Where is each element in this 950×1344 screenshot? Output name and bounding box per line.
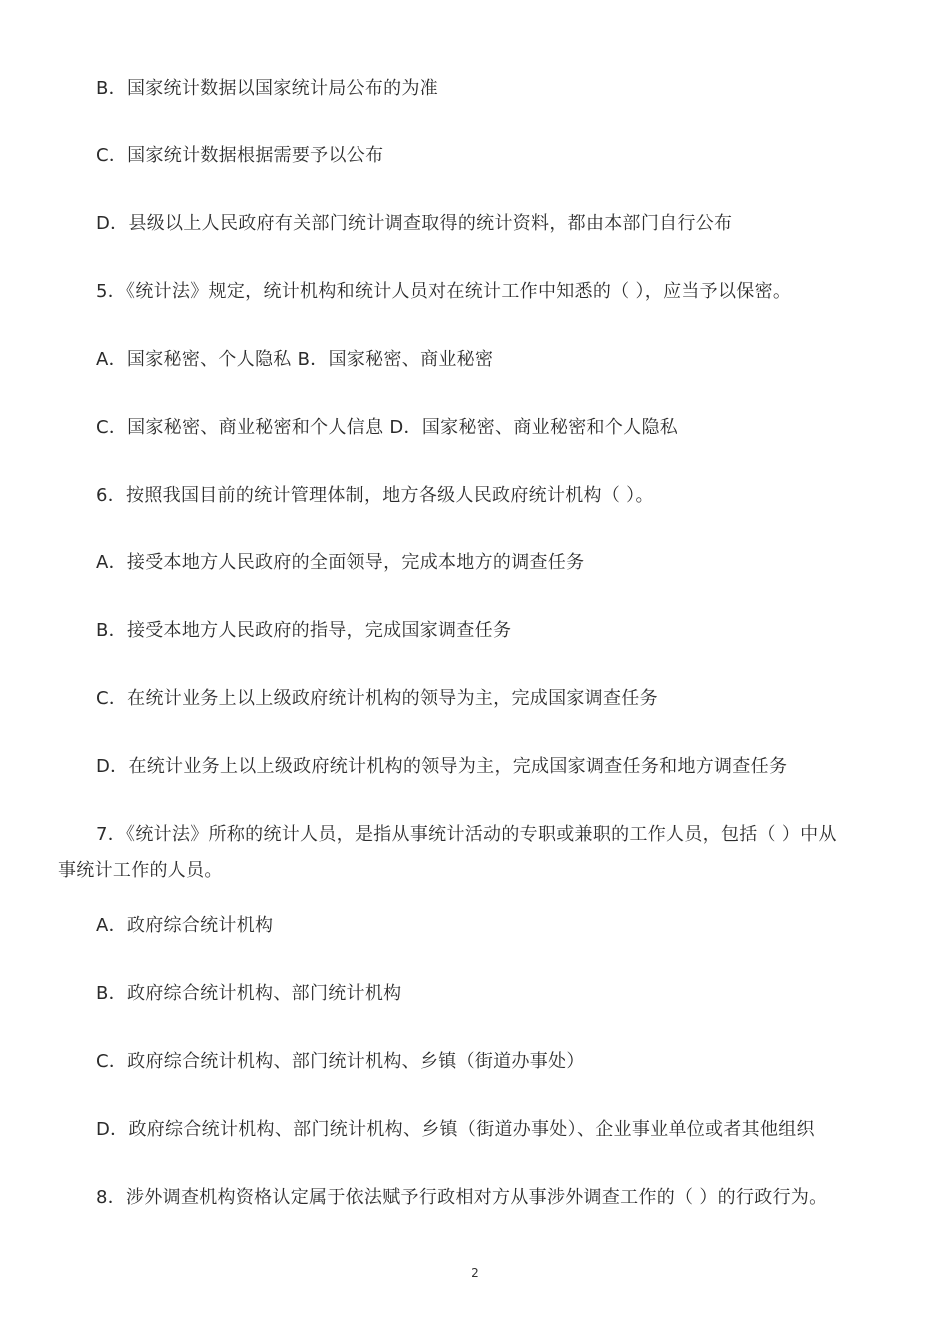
option-a-q6: A．接受本地方人民政府的全面领导，完成本地方的调查任务 [96,552,585,573]
option-a-q7: A．政府综合统计机构 [96,915,274,936]
option-b-q4: B．国家统计数据以国家统计局公布的为准 [96,78,439,99]
question-8: 8．涉外调查机构资格认定属于依法赋予行政相对方从事涉外调查工作的（ ）的行政行为。 [96,1187,828,1208]
option-c-q7: C．政府综合统计机构、部门统计机构、乡镇（街道办事处） [96,1051,585,1072]
question-6: 6．按照我国目前的统计管理体制，地方各级人民政府统计机构（ ）。 [96,485,654,506]
option-c-q6: C．在统计业务上以上级政府统计机构的领导为主，完成国家调查任务 [96,688,658,709]
question-7: 7．《统计法》所称的统计人员，是指从事统计活动的专职或兼职的工作人员，包括（ ）中从 [96,824,837,845]
option-d-q4: D．县级以上人民政府有关部门统计调查取得的统计资料，都由本部门自行公布 [96,213,733,234]
options-ab-q5: A．国家秘密、个人隐私 B．国家秘密、商业秘密 [96,349,494,370]
question-7-continued: 事统计工作的人员。 [58,860,223,881]
option-c-q4: C．国家统计数据根据需要予以公布 [96,145,384,166]
option-b-q7: B．政府综合统计机构、部门统计机构 [96,983,402,1004]
question-5: 5．《统计法》规定，统计机构和统计人员对在统计工作中知悉的（ ），应当予以保密。 [96,281,792,302]
option-d-q7: D．政府综合统计机构、部门统计机构、乡镇（街道办事处）、企业事业单位或者其他组织 [96,1119,815,1140]
options-cd-q5: C．国家秘密、商业秘密和个人信息 D．国家秘密、商业秘密和个人隐私 [96,417,679,438]
option-b-q6: B．接受本地方人民政府的指导，完成国家调查任务 [96,620,512,641]
option-d-q6: D．在统计业务上以上级政府统计机构的领导为主，完成国家调查任务和地方调查任务 [96,756,788,777]
page-number: 2 [471,1266,479,1280]
